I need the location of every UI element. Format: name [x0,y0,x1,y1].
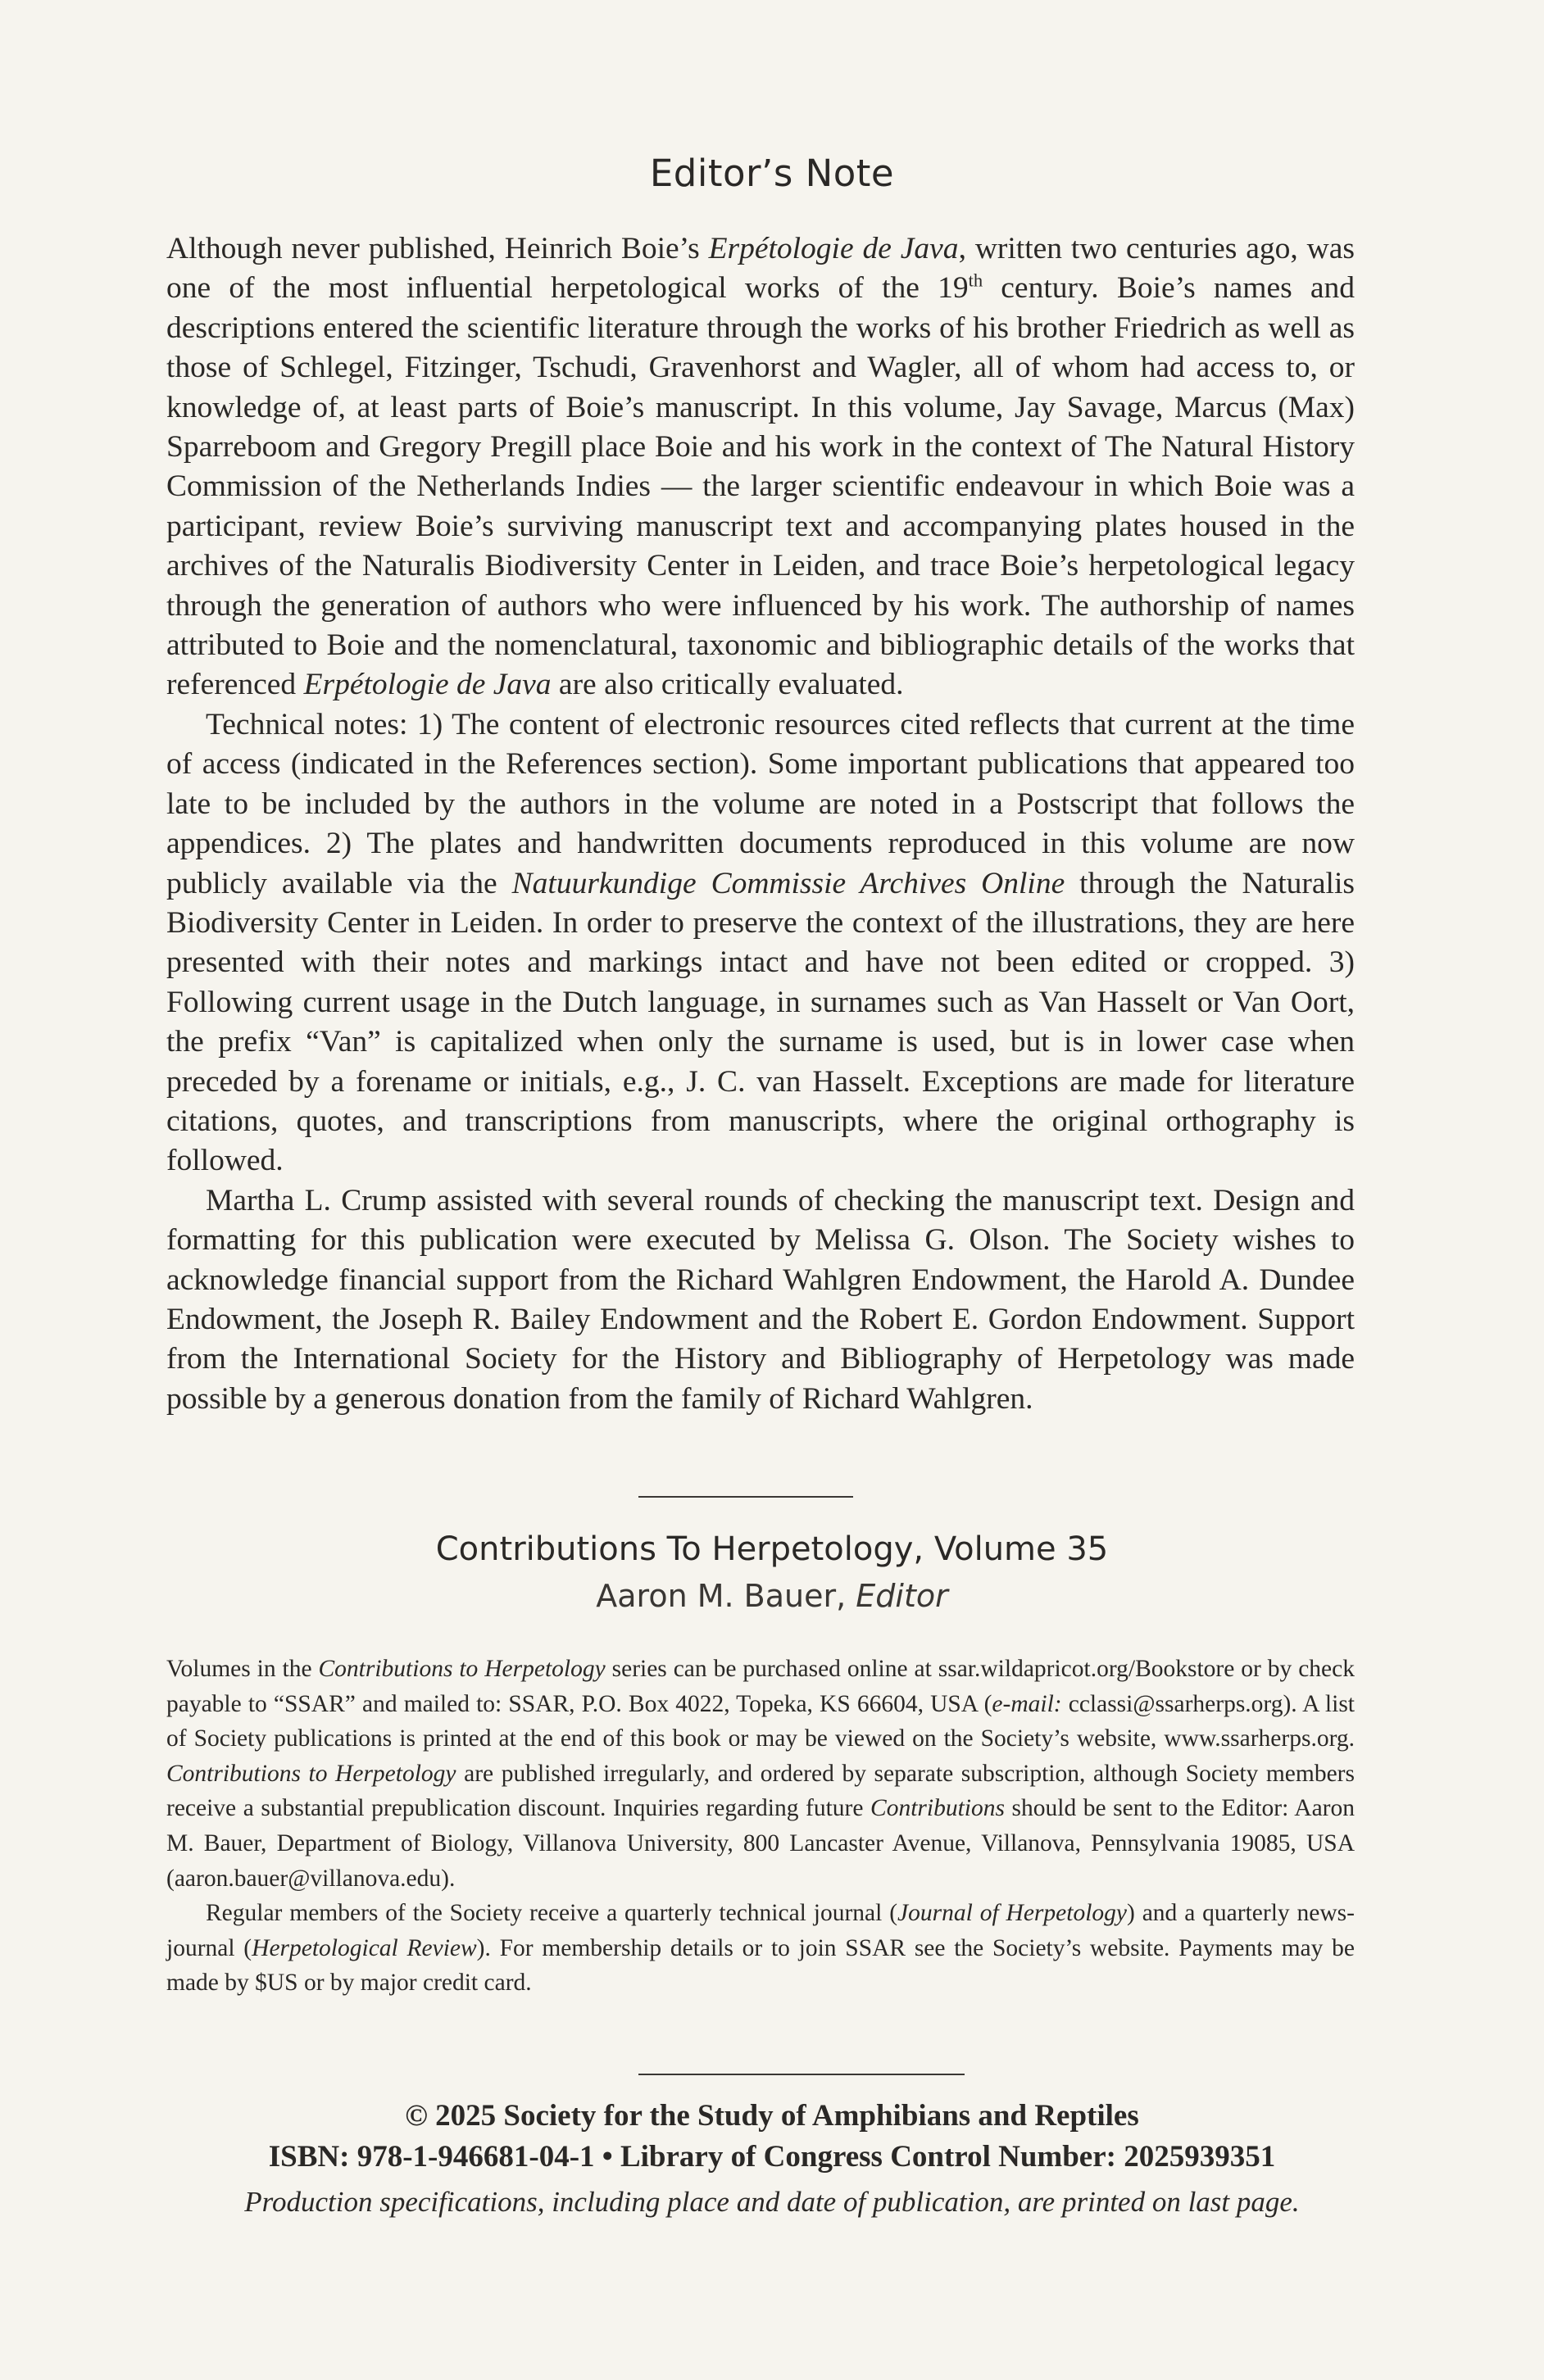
italic-title: Herpetological Review [252,1934,477,1961]
lower-rule [638,2074,965,2075]
text-run: Although never published, Heinrich Boie’s [166,232,709,265]
text-run: cclassi@ssarherps.org). A list of Society publications is printed at the end of this book or may be viewed on the Society’s website, www.ssarherps.org. [166,1690,1355,1752]
text-run: Regular members of the Society receive a quarterly technical journal ( [206,1900,898,1927]
production-note: Production specifications, including place and date of publication, are printed on last page. [244,2186,1300,2218]
editors-note-paragraph-3: Martha L. Crump assisted with several rounds of checking the manuscript text. Design and formatting for this publication were executed by Melissa G. Olson. The Society wishes to acknowledge financial support from the Richard Wahlgren Endowment, the Harold A. Dundee Endowment, the Joseph R. Bailey Endowment and the Robert E. Gordon Endowment. Support from the International Society for the History and Bibliography of Herpetology was made possible by a generous donation from the family of Richard Wahlgren. [166,1183,1355,1416]
text-run: should be sent to the Editor: Aaron M. Bauer, Department of Biology, Villanova University, 800 Lancaster Avenue, Villanova, Pennsylvania 19085, USA (aaron.bauer@villanova.edu). [166,1795,1355,1892]
volume-title: Contributions To Herpetology, Volume 35 [435,1530,1109,1568]
italic-title: Contributions [870,1795,1005,1822]
editors-note-body [166,229,1355,1419]
italic-title: Erpétologie de Java [708,232,959,265]
italic-title: Natuurkundige Commissie Archives Online [511,866,1065,900]
text-run: Volumes in the [166,1656,319,1682]
text-run: are also critically evaluated. [551,668,904,702]
editors-note-title: Editor’s Note [649,152,895,195]
copyright-line: © 2025 Society for the Study of Amphibians and Reptiles [405,2099,1139,2133]
series-notes [166,1652,1355,2001]
volume-editor [0,1578,1544,1614]
isbn-line: ISBN: 978-1-946681-04-1 • Library of Congress Control Number: 2025939351 [268,2140,1276,2174]
editor-role: Editor [856,1578,948,1614]
series-notes-paragraph-2 [166,1896,1355,2001]
superscript: th [968,270,983,291]
text-run: century. Boie’s names and descriptions entered the scientific literature through the works of his brother Friedrich as well as those of Schlegel, Fitzinger, Tschudi, Gravenhorst and Wagler, all of whom had access to, or knowledge of, at least parts of Boie’s manuscript. In this volume, Jay Savage, Marcus (Max) Sparreboom and Gregory Pregill place Boie and his work in the context of The Natural History Commission of the Netherlands Indies — the larger scientific endeavour in which Boie was a participant, review Boie’s surviving manuscript text and accompanying plates housed in the archives of the Naturalis Biodiversity Center in Leiden, and trace Boie’s herpetological legacy through the generation of authors who were influenced by his work. The authorship of names attributed to Boie and the nomenclatural, taxonomic and bibliographic details of the works that referenced [166,271,1356,702]
text-run: through the Naturalis Biodiversity Center in Leiden. In order to preserve the context of the illustrations, they are here presented with their notes and markings intact and have not been edited or cropped. 3) Following current usage in the Dutch language, in surnames such as Van Hasselt or Van Oort, the prefix “Van” is capitalized when only the surname is used, but is in lower case when preceded by a forename or initials, e.g., J. C. van Hasselt. Exceptions are made for literature citations, quotes, and transcriptions from manuscripts, where the original orthography is followed. [166,866,1355,1178]
editor-name: Aaron M. Bauer, [596,1578,856,1614]
text-run: ) and a quarterly news-journal ( [166,1900,1355,1961]
text-run: ). For membership details or to join SSAR see the Society’s website. Payments may be made by $US or by major credit card. [166,1934,1355,1997]
text-run: , written two centuries ago, was one of the most influential herpetological works of the 19 [166,232,1355,306]
text-run: series can be purchased online at ssar.wildapricot.org/Bookstore or by check payable to “SSAR” and mailed to: SSAR, P.O. Box 4022, Topeka, KS 66604, USA ( [166,1656,1355,1717]
upper-rule [638,1496,853,1498]
text-run: Technical notes: 1) The content of electronic resources cited reflects that current at the time of access (indicated in the References section). Some important publications that appeared too late to be included by the authors in the volume are noted in a Postscript that follows the appendices. 2) The plates and handwritten documents reproduced in this volume are now publicly available via the [166,707,1355,900]
italic-title: Contributions to Herpetology [318,1656,606,1682]
editors-note-paragraph-2 [166,705,1355,1181]
italic-label: e-mail: [992,1690,1062,1717]
italic-title: Erpétologie de Java [303,668,552,702]
series-notes-paragraph-1 [166,1652,1355,1896]
editors-note-paragraph-1 [166,229,1355,705]
text-run: are published irregularly, and ordered by separate subscription, although Society members receive a substantial prepublication discount. Inquiries regarding future [166,1760,1355,1822]
italic-title: Contributions to Herpetology [166,1760,456,1787]
italic-title: Journal of Herpetology [897,1900,1127,1927]
